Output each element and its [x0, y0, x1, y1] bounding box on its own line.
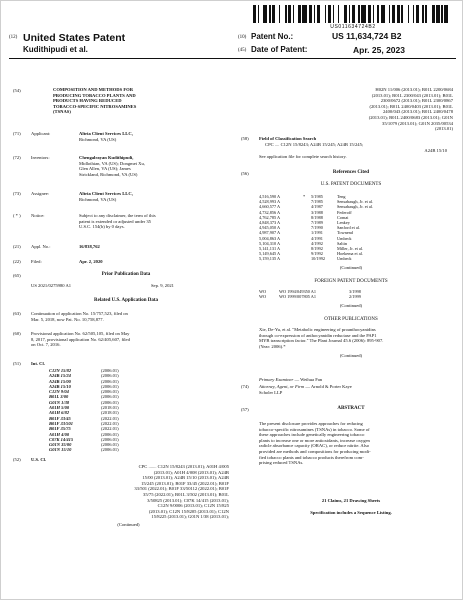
intcl-class: A01H 5/00 [49, 405, 70, 411]
code-51: (51) [13, 361, 21, 366]
barcode-image [253, 5, 453, 23]
provisional-line: Provisional application No. 62/505,105, filed on May [31, 331, 130, 336]
prior-pub-date: Sep. 9, 2021 [151, 283, 174, 288]
cpc-line: (2013.01); B01L 2300/043 (2013.01); B01L [371, 92, 453, 98]
uscl-label: U.S. Cl. [31, 457, 47, 462]
cpc-line: (2013.01) [435, 126, 453, 132]
abstract-line: these approaches include genetically engineering tobacco [259, 432, 365, 438]
foreign-docs-title: FOREIGN PATENT DOCUMENTS [314, 279, 388, 284]
cpc-line: 2300/0672 (2013.01); B01L 2300/0867 [380, 98, 453, 104]
reference-number: 5,159,135 A [259, 256, 281, 262]
intcl-version: (2006.01) [101, 399, 119, 405]
intcl-class: B01F 33/501 [49, 420, 74, 426]
foreign-country: WO [259, 294, 267, 300]
intcl-class: A24B 15/00 [49, 378, 71, 384]
code-72: (72) [13, 155, 21, 160]
other-pub-line: Xie, De-Yu, et al. "Metabolic engineering of proanthocyanidins [259, 327, 376, 332]
intcl-version: (2006.01) [101, 383, 119, 389]
other-pubs-title: OTHER PUBLICATIONS [324, 317, 378, 322]
provisional-line: 8, 2017, provisional application No. 62/405,607, filed [31, 336, 130, 342]
continuation-line: Mar. 5, 2018, now Pat. No. 10,758,877. [31, 316, 104, 322]
claims-count: 21 Claims, 21 Drawing Sheets [321, 498, 381, 503]
header-rule [9, 58, 456, 59]
uscl-line: 3/50825 (2013.01); C07K 14/415 (2013.01); [147, 497, 229, 503]
code-65: (65) [13, 273, 21, 278]
foreign-number: WO 1999/007805 A1 [279, 294, 316, 300]
uscl-line: (2013.01); A01H 4/008 (2013.01); A24B [153, 469, 229, 475]
reference-inventor: Townend [337, 230, 353, 236]
search-history-note: See application file for complete search history. [259, 154, 347, 159]
reference-inventor: Umbeck [337, 256, 352, 262]
inventor-line: Midlothian, VA (US); Dongmei Xu, [79, 160, 145, 166]
assignee-city: Richmond, VA (US) [79, 196, 117, 202]
code-52: (52) [13, 457, 21, 462]
abstract-line: prising reduced TSNAs. [259, 460, 304, 466]
reference-date: 7/1990 [311, 225, 323, 231]
foreign-reference-row [259, 294, 375, 299]
intcl-version: (2006.01) [101, 436, 119, 442]
notice-text [79, 213, 229, 230]
us-docs-continued: (Continued) [339, 265, 363, 270]
patent-title-header: United States Patent [23, 32, 126, 44]
primary-examiner [259, 377, 322, 383]
reference-inventor: Sensabaugh, Jr. et al. [337, 204, 374, 210]
uscl-line: 33/501 (2022.01); B01F 33/50112 (2022.01); B01F [134, 486, 229, 492]
prior-pub-number: US 2021/0275980 A1 [31, 283, 72, 288]
cpc-line: (2013.01); B01L 2400/0683 (2013.01); G01N [368, 114, 453, 120]
cpc-line: H02N 11/006 (2013.01); B01L 2200/0684 [375, 87, 453, 92]
barcode-number: US011634724B2 [330, 24, 376, 30]
inventor-line: Chengalrayan Kudithipudi, [79, 155, 134, 160]
foreign-date: 3/1998 [349, 289, 361, 294]
code-54: (54) [13, 88, 21, 93]
title-line: TOBACCO-SPECIFIC NITROSAMINES [53, 103, 137, 109]
intcl-version: (2006.01) [101, 378, 119, 384]
applicant-city: Richmond, VA (US) [79, 136, 117, 142]
code-74: (74) [241, 384, 249, 389]
title-line: COMPOSITION AND METHODS FOR [53, 87, 134, 92]
notice-line: Subject to any disclaimer, the term of this [79, 213, 156, 218]
attorney-line: Scholer LLP [259, 389, 283, 395]
uscl-line: 15/00 (2013.01); A24B 15/10 (2013.01); A24B [142, 475, 229, 481]
foreign-number: WO 1994/049350 A1 [279, 289, 316, 294]
search-field-cpc [265, 142, 455, 153]
reference-date: 5/1985 [311, 194, 323, 199]
reference-inventor: Hoekema et al. [337, 251, 363, 257]
attorney-line: — Arnold & Porter Kaye [305, 384, 352, 389]
intcl-version: (2006.01) [101, 389, 119, 395]
patent-no-label: Patent No.: [251, 32, 294, 41]
uscl-classes [39, 464, 229, 520]
reference-number: 4,945,050 A [259, 225, 281, 231]
reference-inventor: Federoff [337, 209, 352, 215]
abstract-line: plants to increase one or more antioxidants, increase oxygen [259, 437, 370, 443]
search-field-label: Field of Classification Search [259, 136, 317, 141]
cpc-line: (2013.01); B01L 2400/0403 (2013.01); B01L [369, 103, 453, 109]
continuation-text [31, 311, 226, 322]
intcl-class: G01N 35/00 [49, 442, 72, 448]
barcode-bar [448, 5, 453, 23]
applicant-name: Altria Client Services LLC, [79, 131, 133, 136]
reference-date: 9/1992 [311, 251, 323, 257]
us-reference-row [259, 256, 407, 261]
notice-label: Notice: [31, 213, 45, 218]
abstract-line: The present disclosure provides approaches for reducing [259, 421, 363, 426]
cpc-line: 2400/043 (2013.01); B01L 2400/0478 [382, 109, 453, 115]
notice-line: patent is extended or adjusted under 35 [79, 218, 151, 224]
intcl-class: B01F 33/45 [49, 415, 71, 421]
intcl-label: Int. Cl. [31, 361, 45, 366]
intcl-version: (2006.01) [101, 442, 119, 448]
reference-number: 4,660,577 A [259, 204, 281, 210]
code-58: (58) [241, 136, 249, 141]
reference-number: 4,987,907 A [259, 230, 281, 236]
intcl-version: (2006.01) [101, 394, 119, 400]
applicant-label: Applicant: [31, 131, 51, 136]
code-notice: ( * ) [13, 213, 21, 218]
foreign-references-table [259, 289, 375, 299]
prior-pub-title: Prior Publication Data [101, 272, 151, 277]
reference-inventor: Lenkey [337, 220, 350, 226]
reference-date: 4/1991 [311, 235, 323, 241]
us-docs-title: U.S. PATENT DOCUMENTS [320, 182, 382, 187]
abstract-line: tobacco-specific nitrosamines (TSNAs) in tobacco. Some of [259, 426, 370, 432]
cpc-continued-classes [241, 87, 453, 132]
assignee [79, 191, 229, 202]
intcl-class: G01N 1/38 [49, 399, 70, 405]
abstract-line: provided are methods and compositions for producing modi- [259, 448, 371, 454]
reference-inventor: Sanford et al. [337, 225, 361, 231]
filed-date: Apr. 2, 2020 [79, 259, 103, 264]
code-60: (60) [13, 331, 21, 336]
intcl-version: (2006.01) [101, 431, 119, 437]
code-12: (12) [9, 35, 18, 40]
reference-date: 4/1992 [311, 240, 323, 246]
reference-number: 4,732,856 A [259, 209, 281, 215]
title-line: (TSNAS) [53, 109, 71, 115]
appl-number: 16/838,762 [79, 244, 100, 249]
reference-date: 4/1987 [311, 204, 323, 210]
intcl-version: (2006.01) [101, 368, 119, 373]
inventors [79, 155, 229, 177]
us-references-table [259, 194, 407, 262]
related-data-title: Related U.S. Application Data [93, 298, 159, 303]
reference-date: 7/1985 [311, 199, 323, 205]
code-56: (56) [241, 171, 249, 176]
reference-number: 4,848,373 A [259, 220, 281, 226]
reference-inventor: Comai [337, 214, 349, 220]
reference-inventor: Miller, Jr. et al. [337, 246, 364, 252]
abstract-text [259, 421, 455, 466]
intcl-row [49, 447, 141, 452]
search-line: CPC .... C12N 15/8243; A24B 15/245; A24B 15/245; [265, 142, 364, 147]
uscl-line: CPC ....... C12N 15/8243 (2013.01); A01H 4/005 [138, 464, 229, 469]
reference-mark [303, 256, 311, 261]
title-line: PRODUCTS HAVING REDUCED [53, 98, 122, 104]
reference-number: 5,141,131 A [259, 246, 281, 252]
intcl-class: A24B 15/10 [49, 383, 71, 389]
invention-title [53, 87, 223, 115]
reference-inventor: Teng [337, 194, 346, 199]
other-pubs-text [259, 327, 455, 349]
intcl-class: C12N 9/04 [49, 389, 69, 395]
code-73: (73) [13, 191, 21, 196]
date-label: Date of Patent: [251, 45, 308, 54]
examiner-label: Primary Examiner [259, 377, 294, 382]
reference-mark: * [303, 194, 306, 199]
search-line: A24B 15/10 [424, 147, 447, 153]
patent-date: Apr. 25, 2023 [353, 45, 405, 55]
uscl-line: C12N 9/0006 (2013.01); C12N 15/825 [157, 503, 229, 509]
code-21: (21) [13, 244, 21, 249]
intcl-version: (2006.01) [101, 447, 119, 453]
intcl-class: C07K 14/415 [49, 436, 74, 442]
other-pubs-continued: (Continued) [339, 353, 363, 358]
provisional-line: on Oct. 7, 2016. [31, 342, 61, 348]
reference-inventor: Sensabaugh, Jr. et al. [337, 199, 374, 205]
foreign-date: 2/1999 [349, 294, 361, 300]
inventor-short: Kudithipudi et al. [23, 45, 88, 54]
inventor-line: Glen Allen, VA (US); James [79, 166, 131, 172]
reference-date: 8/1992 [311, 246, 323, 252]
reference-date: 10/1992 [311, 256, 326, 262]
attorney [259, 384, 455, 395]
reference-date: 7/1989 [311, 220, 323, 226]
foreign-docs-continued: (Continued) [339, 303, 363, 308]
intcl-table [49, 368, 141, 453]
attorney-label: Attorney, Agent, or Firm [259, 384, 305, 389]
abstract-line: fied tobacco plants and tobacco products therefrom com- [259, 454, 364, 460]
reference-date: 3/1988 [311, 209, 323, 215]
code-22: (22) [13, 259, 21, 264]
sequence-listing-note: Specification includes a Sequence Listing. [310, 510, 392, 515]
other-pub-line: through co-expression of anthocyanidin reductase and the PAP1 [259, 332, 377, 338]
code-45: (45) [238, 48, 247, 53]
reference-number: 5,104,310 A [259, 240, 281, 246]
reference-number: 4,528,993 A [259, 199, 281, 205]
reference-date: 1/1991 [311, 230, 323, 236]
appl-label: Appl. No.: [31, 244, 51, 249]
abstract-title: ABSTRACT [337, 406, 365, 411]
code-57: (57) [241, 407, 249, 412]
inventor-line: Strickland, Richmond, VA (US) [79, 171, 138, 177]
assignee-label: Assignee: [31, 191, 50, 196]
intcl-class: A24B 15/24 [49, 373, 71, 379]
intcl-class: G01N 15/10 [49, 447, 72, 453]
uscl-continued: (Continued) [117, 522, 140, 527]
intcl-version: (2022.01) [101, 426, 119, 432]
code-71: (71) [13, 131, 21, 136]
foreign-country: WO [259, 289, 267, 294]
reference-number: 5,149,645 A [259, 251, 281, 257]
uscl-line: 15/245 (2013.01); B01F 33/45 (2022.01); B01F [141, 480, 229, 486]
references-title: References Cited [332, 170, 370, 175]
intcl-version: (2018.01) [101, 410, 119, 416]
abstract-line: radicle absorbance capacity (ORAC), or reduce nitrite. Also [259, 443, 370, 449]
uscl-line: 15/8225 (2013.01); G01N 1/38 (2013.01); [151, 514, 229, 520]
reference-number: 4,516,590 A [259, 194, 281, 199]
applicant [79, 131, 229, 142]
intcl-class: A01H 6/82 [49, 410, 70, 416]
intcl-version: (2022.01) [101, 420, 119, 426]
intcl-class: A01H 4/00 [49, 431, 70, 437]
intcl-version: (2018.01) [101, 405, 119, 411]
uscl-line: (2013.01); C12N 15/8205 (2013.01); C12N [148, 508, 229, 514]
patent-number: US 11,634,724 B2 [332, 31, 402, 41]
code-10: (10) [238, 35, 247, 40]
reference-number: 5,004,863 A [259, 235, 281, 241]
filed-label: Filed: [31, 259, 42, 264]
continuation-line: Continuation of application No. 15/757,523, filed on [31, 311, 128, 316]
notice-line: U.S.C. 154(b) by 0 days. [79, 224, 125, 230]
provisional-text [31, 331, 226, 348]
inventors-label: Inventors: [31, 155, 50, 160]
intcl-class: B01L 3/00 [49, 394, 69, 400]
code-63: (63) [13, 311, 21, 316]
other-pub-line: MYB transcription factor." The Plant Journal 45.6 (2006): 895-907. [259, 338, 384, 344]
uscl-line: 35/75 (2022.01); B01L 3/502 (2013.01); B01L [143, 491, 229, 497]
assignee-name: Altria Client Services LLC, [79, 191, 133, 196]
intcl-version: (2006.01) [101, 373, 119, 379]
other-pub-line: (Year: 2006).* [259, 343, 286, 349]
reference-inventor: Umbeck [337, 235, 352, 241]
reference-date: 8/1988 [311, 214, 323, 220]
cpc-line: 35/1079 (2013.01); G01N 2035/00534 [382, 120, 453, 126]
examiner-name: — Weihua Fan [294, 377, 323, 382]
reference-number: 4,762,785 A [259, 214, 281, 220]
title-line: PRODUCING TOBACCO PLANTS AND [53, 92, 136, 98]
reference-inventor: Saltin [337, 240, 348, 246]
intcl-class: C12N 15/82 [49, 368, 72, 373]
intcl-class: B01F 35/75 [49, 426, 71, 432]
intcl-version: (2022.01) [101, 415, 119, 421]
